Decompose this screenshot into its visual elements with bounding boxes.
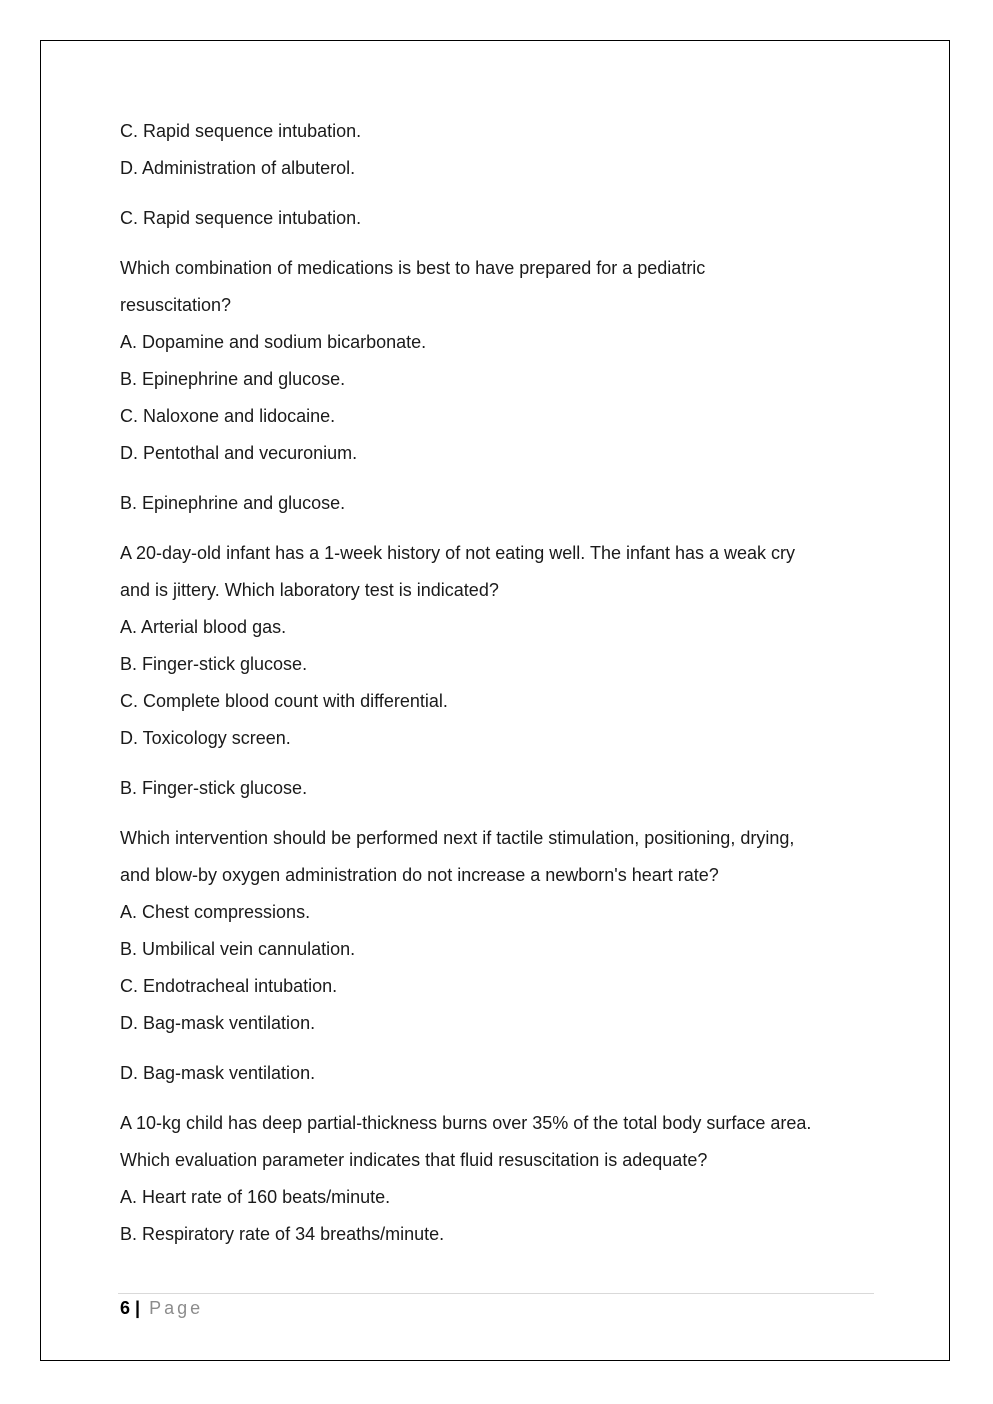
question-text: Which combination of medications is best to have prepared for a pediatric	[120, 258, 706, 278]
page-footer	[120, 1296, 203, 1320]
question-text: resuscitation?	[120, 295, 232, 315]
answer-option: C. Naloxone and lidocaine.	[120, 406, 336, 426]
answer-option: D. Toxicology screen.	[120, 728, 291, 748]
answer-option: A. Arterial blood gas.	[120, 617, 287, 637]
answer-option: C. Rapid sequence intubation.	[120, 121, 362, 141]
page-label: Page	[149, 1298, 204, 1318]
page-content	[120, 117, 880, 1248]
answer-option: B. Respiratory rate of 34 breaths/minute.	[120, 1224, 445, 1244]
question-text: A 20-day-old infant has a 1-week history of not eating well. The infant has a weak cry	[120, 543, 796, 563]
answer-option: D. Bag-mask ventilation.	[120, 1013, 316, 1033]
answer-option: C. Endotracheal intubation.	[120, 976, 338, 996]
question-text: and is jittery. Which laboratory test is indicated?	[120, 580, 499, 600]
answer-option: C. Complete blood count with differential.	[120, 691, 448, 711]
answer-option: A. Chest compressions.	[120, 902, 311, 922]
correct-answer: C. Rapid sequence intubation.	[120, 208, 362, 228]
answer-option: A. Heart rate of 160 beats/minute.	[120, 1187, 391, 1207]
question-text: Which intervention should be performed next if tactile stimulation, positioning, drying,	[120, 828, 795, 848]
question-text: Which evaluation parameter indicates that fluid resuscitation is adequate?	[120, 1150, 708, 1170]
correct-answer: B. Epinephrine and glucose.	[120, 493, 346, 513]
answer-option: A. Dopamine and sodium bicarbonate.	[120, 332, 427, 352]
answer-option: B. Umbilical vein cannulation.	[120, 939, 356, 959]
question-text: and blow-by oxygen administration do not increase a newborn's heart rate?	[120, 865, 719, 885]
answer-option: B. Epinephrine and glucose.	[120, 369, 346, 389]
page-number: 6	[120, 1298, 131, 1318]
footer-divider	[118, 1293, 874, 1294]
correct-answer: D. Bag-mask ventilation.	[120, 1063, 316, 1083]
answer-option: D. Pentothal and vecuronium.	[120, 443, 358, 463]
question-text: A 10-kg child has deep partial-thickness burns over 35% of the total body surface area.	[120, 1113, 812, 1133]
answer-option: D. Administration of albuterol.	[120, 158, 356, 178]
footer-separator: |	[135, 1298, 141, 1318]
answer-option: B. Finger-stick glucose.	[120, 654, 308, 674]
correct-answer: B. Finger-stick glucose.	[120, 778, 308, 798]
